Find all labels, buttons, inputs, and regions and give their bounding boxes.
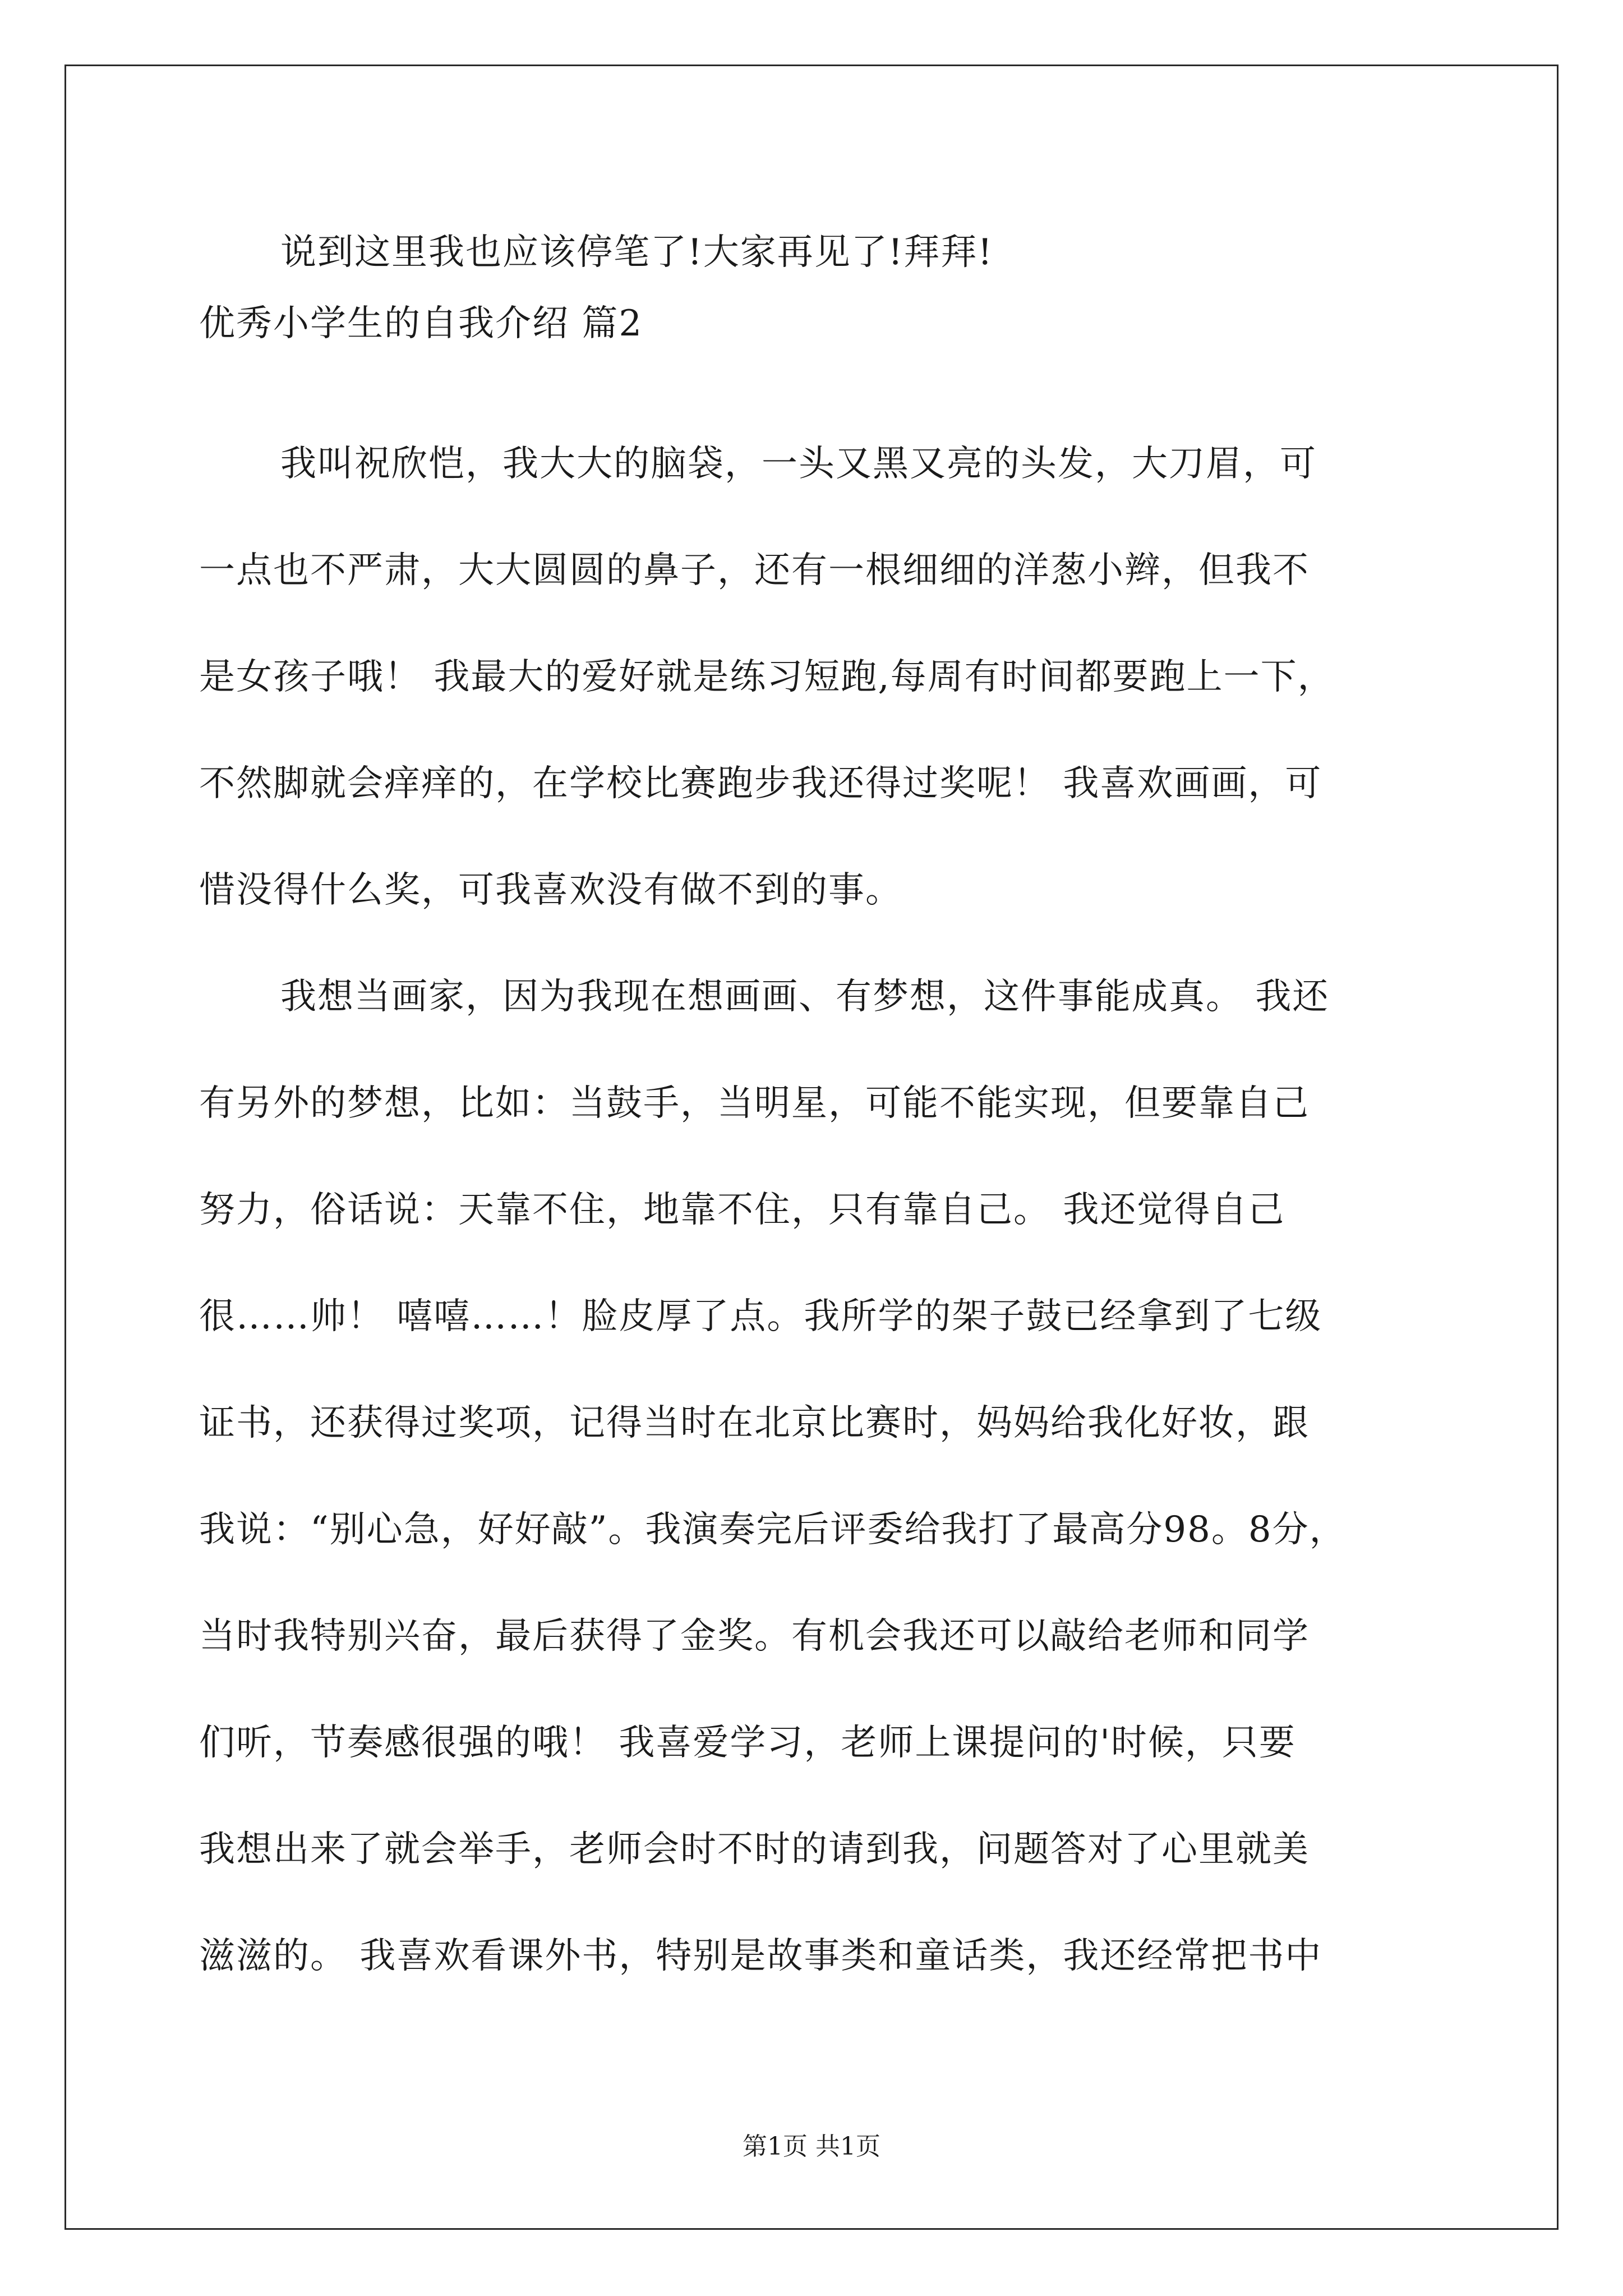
paragraph-2-line-5: 证书，还获得过奖项，记得当时在北京比赛时，妈妈给我化好妆，跟 (199, 1402, 1310, 1444)
closing-line: 说到这里我也应该停笔了!大家再见了!拜拜! (280, 232, 994, 273)
paragraph-1-line-4: 不然脚就会痒痒的，在学校比赛跑步我还得过奖呢！ 我喜欢画画，可 (199, 763, 1322, 804)
paragraph-2-line-6: 我说：“别心急，好好敲”。我演奏完后评委给我打了最高分98。8分， (199, 1509, 1347, 1550)
page-footer: 第1页 共1页 (743, 2132, 880, 2161)
paragraph-2-line-10: 滋滋的。 我喜欢看课外书，特别是故事类和童话类，我还经常把书中 (199, 1935, 1322, 1977)
paragraph-2-line-7: 当时我特别兴奋，最后获得了金奖。有机会我还可以敲给老师和同学 (199, 1616, 1310, 1657)
section-heading: 优秀小学生的自我介绍 篇2 (199, 303, 643, 344)
page-border (64, 65, 1559, 2230)
paragraph-1-line-2: 一点也不严肃，大大圆圆的鼻子，还有一根细细的洋葱小辫，但我不 (199, 550, 1310, 591)
paragraph-2-line-2: 有另外的梦想，比如：当鼓手，当明星，可能不能实现，但要靠自己 (199, 1083, 1310, 1124)
paragraph-2-line-4: 很……帅！ 嘻嘻……！脸皮厚了点。我所学的架子鼓已经拿到了七级 (199, 1296, 1322, 1337)
paragraph-2-line-9: 我想出来了就会举手，老师会时不时的请到我，问题答对了心里就美 (199, 1829, 1310, 1870)
paragraph-1-line-3: 是女孩子哦！ 我最大的爱好就是练习短跑,每周有时间都要跑上一下， (199, 656, 1335, 698)
paragraph-2-line-1: 我想当画家，因为我现在想画画、有梦想，这件事能成真。 我还 (280, 976, 1330, 1018)
paragraph-2-line-8: 们听，节奏感很强的哦！ 我喜爱学习，老师上课提问的'时候，只要 (199, 1722, 1296, 1764)
paragraph-1-line-1: 我叫祝欣恺，我大大的脑袋，一头又黑又亮的头发，大刀眉，可 (280, 443, 1317, 485)
paragraph-1-line-5: 惜没得什么奖，可我喜欢没有做不到的事。 (199, 869, 902, 911)
paragraph-2-line-3: 努力，俗话说：天靠不住，地靠不住，只有靠自己。 我还觉得自己 (199, 1189, 1285, 1231)
